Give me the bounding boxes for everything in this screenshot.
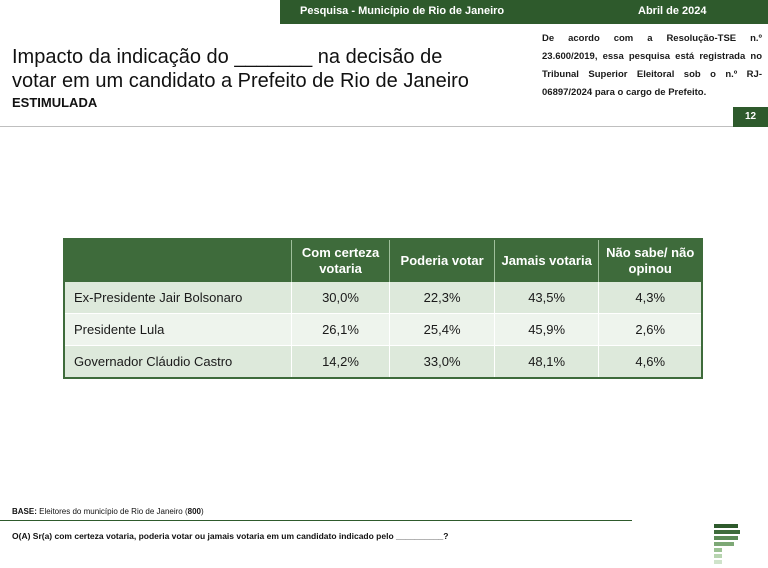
table-cell: 30,0%	[291, 282, 390, 314]
header-divider	[0, 126, 733, 127]
survey-label: Pesquisa - Município de Rio de Janeiro	[300, 5, 505, 17]
table-cell: 48,1%	[494, 346, 599, 379]
footer-divider	[0, 520, 632, 521]
base-note	[12, 507, 204, 516]
survey-date: Abril de 2024	[638, 5, 707, 17]
table-cell: 43,5%	[494, 282, 599, 314]
legal-note: De acordo com a Resolução-TSE n.º 23.600/2019, essa pesquisa está registrada no Tribunal Superior Eleitoral sob o n.º RJ-06897/2024 para o cargo de Prefeito.	[542, 33, 762, 98]
page-title-line-2: votar em um candidato a Prefeito de Rio de Janeiro	[12, 70, 469, 92]
table-cell: 4,6%	[599, 346, 702, 379]
table-cell: 45,9%	[494, 314, 599, 346]
survey-question: O(A) Sr(a) com certeza votaria, poderia votar ou jamais votaria em um candidato indicado pelo __________?	[12, 531, 449, 541]
table-cell: 2,6%	[599, 314, 702, 346]
table-row	[64, 346, 702, 379]
page-title	[12, 45, 522, 93]
column-header: Jamais votaria	[494, 239, 599, 282]
base-text: Eleitores do município de Rio de Janeiro (	[36, 507, 188, 516]
table-cell: 33,0%	[390, 346, 495, 379]
row-label: Presidente Lula	[64, 314, 291, 346]
page-subtitle: ESTIMULADA	[12, 95, 98, 110]
row-label: Ex-Presidente Jair Bolsonaro	[64, 282, 291, 314]
page-number: 12	[733, 107, 768, 127]
column-header: Poderia votar	[390, 239, 495, 282]
table-row	[64, 314, 702, 346]
column-header: Não sabe/ não opinou	[599, 239, 702, 282]
table-cell: 22,3%	[390, 282, 495, 314]
base-close: )	[201, 507, 204, 516]
base-sample-size: 800	[187, 507, 201, 516]
table-cell: 4,3%	[599, 282, 702, 314]
column-header: Com certeza votaria	[291, 239, 390, 282]
top-banner	[280, 0, 768, 24]
table-cell: 26,1%	[291, 314, 390, 346]
results-table	[63, 238, 703, 379]
institute-logo-icon	[712, 524, 742, 564]
base-label: BASE:	[12, 507, 37, 516]
page-title-line-1: Impacto da indicação do _______ na decisão de	[12, 46, 443, 68]
table-row	[64, 282, 702, 314]
table-header-row	[64, 239, 702, 282]
column-header	[64, 239, 291, 282]
table-cell: 25,4%	[390, 314, 495, 346]
table-cell: 14,2%	[291, 346, 390, 379]
row-label: Governador Cláudio Castro	[64, 346, 291, 379]
